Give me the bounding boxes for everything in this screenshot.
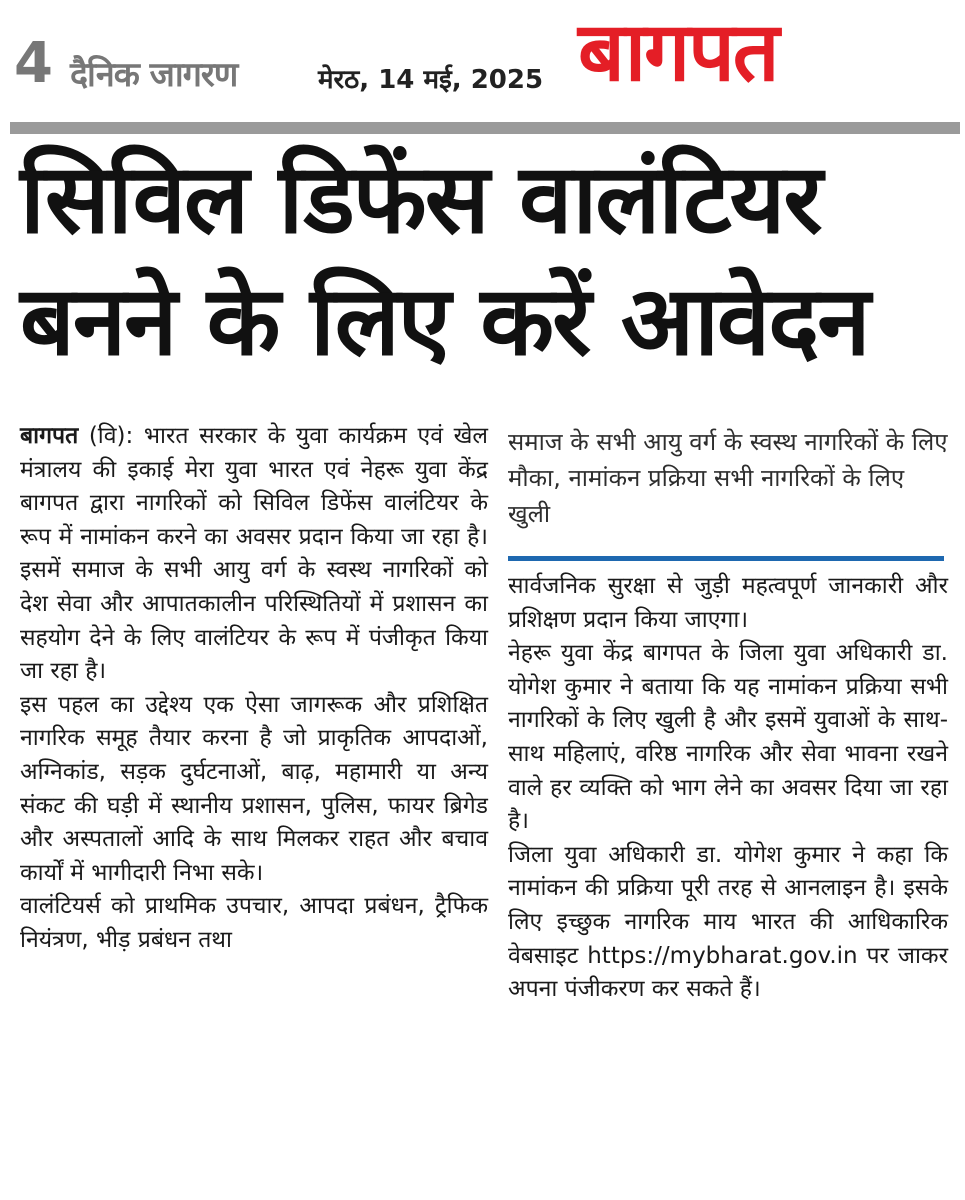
paragraph-5-end: पर जाकर अपना पंजीकरण कर सकते हैं। [508,942,948,1003]
paragraph-2: इस पहल का उद्देश्य एक ऐसा जागरूक और प्रशिक्षित नागरिक समूह तैयार करना है जो प्राकृतिक आपदाओं, अग्निकांड, सड़क दुर्घटनाओं, बाढ़, महामारी या अन्य संकट की घड़ी में स्थानीय प्रशासन, पुलिस, फायर ब्रिगेड और अस्पतालों आदि के साथ मिलकर राहत और बचाव कार्यों में भागीदारी निभा सके। [20,691,488,886]
article-column-right [508,570,948,1007]
headline [0,138,965,382]
edition-dateline: मेरठ, 14 मई, 2025 [318,65,544,95]
district-banner: बागपत [578,5,778,100]
paragraph-1 [20,420,488,689]
masthead [0,0,965,120]
website-url: https://mybharat.gov.in [587,942,858,969]
masthead-rule [10,122,960,134]
headline-line-1: सिविल डिफेंस वालंटियर [20,143,821,255]
headline-line-2: बनने के लिए करें आवेदन [20,265,869,377]
paragraph-5 [508,839,948,1007]
lead-source: (वि): [88,423,134,449]
paragraph-3: वालंटियर्स को प्राथमिक उपचार, आपदा प्रबंधन, ट्रैफिक नियंत्रण, भीड़ प्रबंधन तथा [20,893,488,953]
paragraph-4: नेहरू युवा केंद्र बागपत के जिला युवा अधिकारी डा. योगेश कुमार ने बताया कि यह नामांकन प्रक्रिया सभी नागरिकों के लिए खुली है और इसमें युवाओं के साथ-साथ महिलाएं, वरिष्ठ नागरिक और सेवा भावना रखने वाले हर व्यक्ति को भाग लेने का अवसर दिया जा रहा है। [508,640,948,835]
paragraph-5-text: जिला युवा अधिकारी डा. योगेश कुमार ने कहा कि नामांकन की प्रक्रिया पूरी तरह से आनलाइन है। इसके लिए इच्छुक नागरिक माय भारत की आधिकारिक वेबसाइट [508,841,948,969]
paper-name: दैनिक जागरण [70,55,238,95]
lead-dateline: बागपत [20,423,79,449]
subhead: समाज के सभी आयु वर्ग के स्वस्थ नागरिकों के लिए मौका, नामांकन प्रक्रिया सभी नागरिकों के लिए खुली [508,428,948,528]
page-number: 4 [14,31,53,96]
subhead-rule [508,556,944,561]
paragraph-1-text: भारत सरकार के युवा कार्यक्रम एवं खेल मंत्रालय की इकाई मेरा युवा भारत एवं नेहरू युवा केंद्र बागपत द्वारा नागरिकों को सिविल डिफेंस वालंटियर के रूप में नामांकन करने का अवसर प्रदान किया जा रहा है। इसमें समाज के सभी आयु वर्ग के स्वस्थ नागरिकों को देश सेवा और आपातकालीन परिस्थितियों में प्रशासन का सहयोग देने के लिए वालंटियर के रूप में पंजीकृत किया जा रहा है। [20,423,489,685]
article-column-left [20,420,488,958]
paragraph-3-continued: सार्वजनिक सुरक्षा से जुड़ी महत्वपूर्ण जानकारी और प्रशिक्षण प्रदान किया जाएगा। [508,573,948,633]
